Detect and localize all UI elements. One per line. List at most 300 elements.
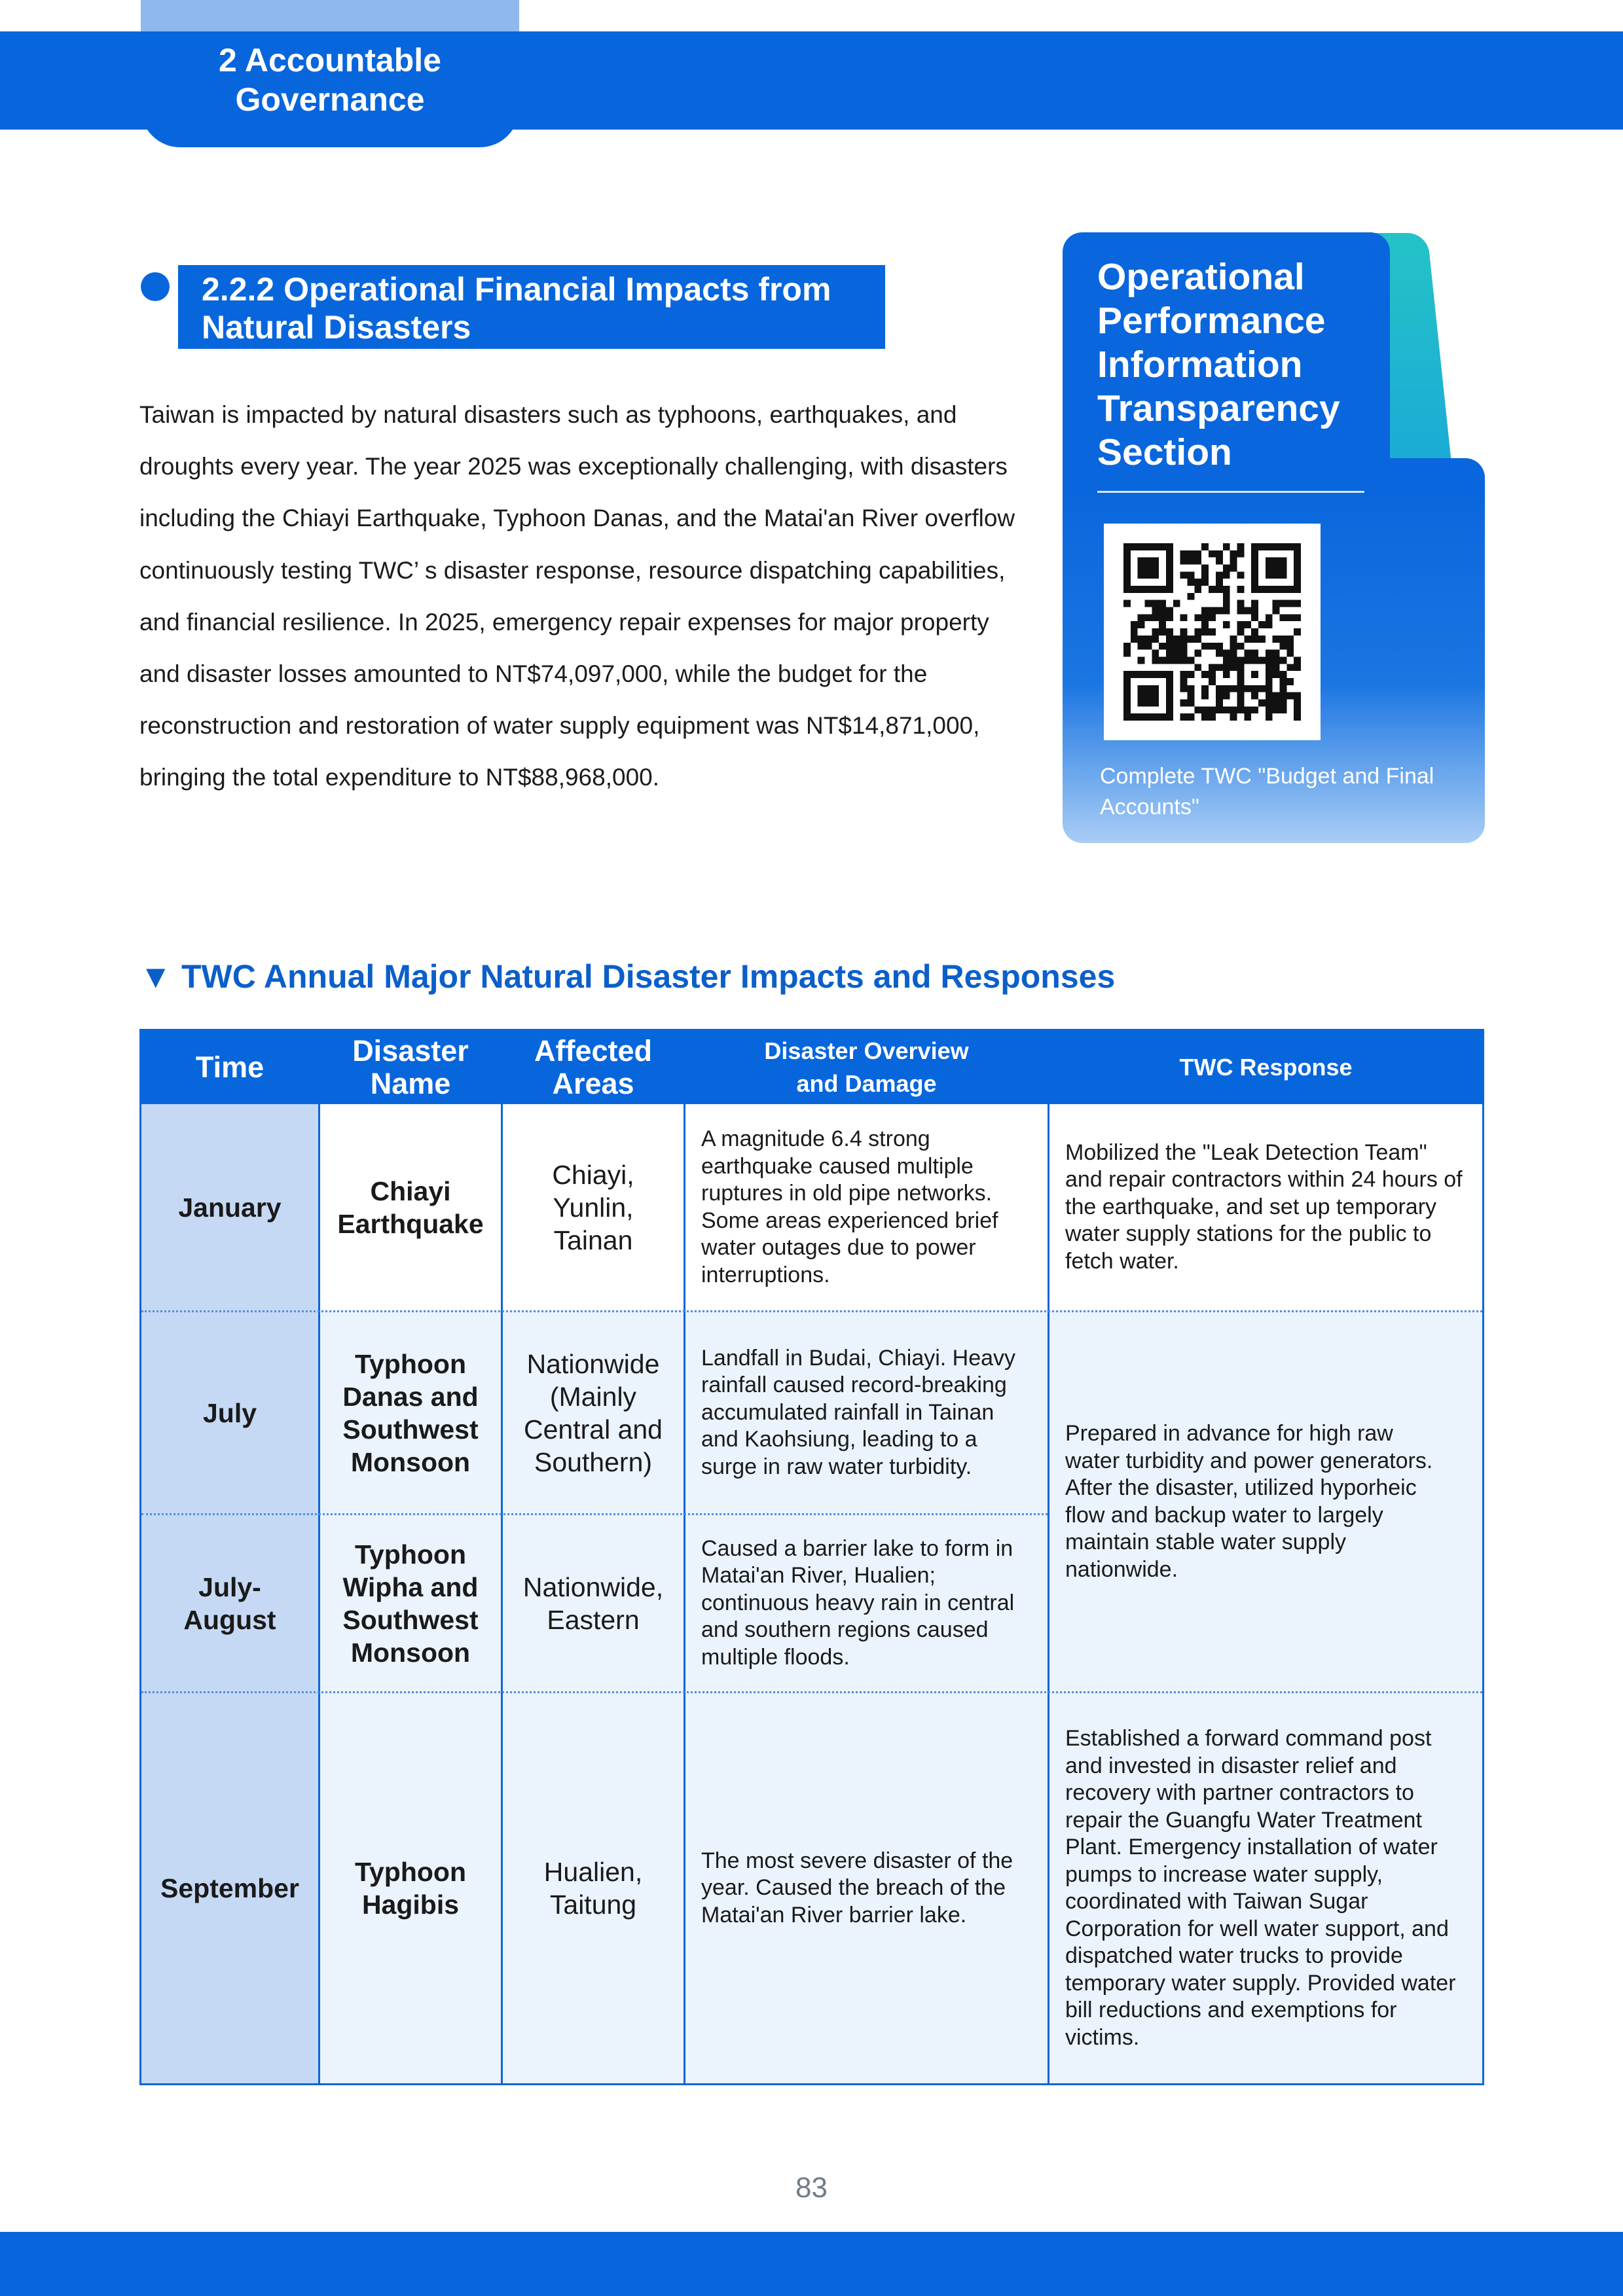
qr-module xyxy=(1201,621,1209,628)
qr-module xyxy=(1273,558,1280,565)
qr-module xyxy=(1201,685,1209,692)
qr-module xyxy=(1138,713,1145,721)
qr-module xyxy=(1180,671,1188,678)
qr-module xyxy=(1138,699,1145,706)
qr-module xyxy=(1152,628,1159,636)
row-overview: Landfall in Budai, Chiayi. Heavy rainfall caused record-breaking accumulated rainfall in Tainan and Kaohsiung, leading to a surge in raw water turbidity. xyxy=(701,1345,1016,1479)
qr-module xyxy=(1273,656,1280,664)
qr-module xyxy=(1159,614,1166,621)
qr-module xyxy=(1258,586,1266,593)
qr-module xyxy=(1180,636,1188,643)
qr-module xyxy=(1294,579,1301,586)
qr-module xyxy=(1194,558,1201,565)
qr-module xyxy=(1123,643,1131,650)
qr-module xyxy=(1216,579,1223,586)
qr-module xyxy=(1230,650,1237,657)
qr-module xyxy=(1166,671,1173,678)
qr-module xyxy=(1251,565,1258,572)
qr-module xyxy=(1251,706,1258,713)
qr-module xyxy=(1145,699,1152,706)
qr-module xyxy=(1244,636,1251,643)
qr-module xyxy=(1266,586,1273,593)
qr-module xyxy=(1294,543,1301,550)
qr-module xyxy=(1152,699,1159,706)
qr-module xyxy=(1188,685,1195,692)
qr-module xyxy=(1188,713,1195,721)
qr-module xyxy=(1152,636,1159,643)
qr-code-icon xyxy=(1123,543,1301,721)
qr-module xyxy=(1279,685,1286,692)
row-time: January xyxy=(178,1192,282,1223)
qr-module xyxy=(1159,586,1166,593)
qr-module xyxy=(1152,600,1159,607)
qr-module xyxy=(1201,543,1209,550)
qr-module xyxy=(1138,558,1145,565)
qr-module xyxy=(1223,571,1230,579)
qr-module xyxy=(1266,706,1273,713)
qr-module xyxy=(1123,671,1131,678)
qr-module xyxy=(1145,558,1152,565)
row-affected-areas: Nationwide, Eastern xyxy=(522,1571,664,1635)
qr-module xyxy=(1251,650,1258,657)
section-heading-line2: Natural Disasters xyxy=(202,309,471,346)
qr-module xyxy=(1251,685,1258,692)
qr-module xyxy=(1216,664,1223,671)
qr-module xyxy=(1201,614,1209,621)
qr-module xyxy=(1244,706,1251,713)
qr-module xyxy=(1266,650,1273,657)
qr-module xyxy=(1152,571,1159,579)
qr-module xyxy=(1294,692,1301,700)
qr-module xyxy=(1188,692,1195,700)
row-response: Prepared in advance for high raw water turbidity and power generators. After the disaster, utilized hyporheic flow and backup water to largely maintain stable water supply nationwide. xyxy=(1065,1421,1433,1582)
qr-module xyxy=(1194,650,1201,657)
qr-module xyxy=(1216,586,1223,593)
qr-module xyxy=(1159,628,1166,636)
qr-module xyxy=(1273,699,1280,706)
qr-module xyxy=(1145,713,1152,721)
qr-module xyxy=(1251,579,1258,586)
qr-module xyxy=(1286,600,1294,607)
row-time: September xyxy=(160,1873,299,1903)
qr-module xyxy=(1180,685,1188,692)
qr-module xyxy=(1159,607,1166,615)
qr-module xyxy=(1131,543,1138,550)
qr-module xyxy=(1244,607,1251,615)
card-caption: Complete TWC "Budget and Final Accounts" xyxy=(1100,764,1434,819)
qr-module xyxy=(1230,565,1237,572)
qr-module xyxy=(1294,614,1301,621)
section-bullet-icon xyxy=(141,272,170,301)
qr-module xyxy=(1266,699,1273,706)
qr-module xyxy=(1166,706,1173,713)
section-heading xyxy=(178,265,885,349)
qr-module xyxy=(1223,621,1230,628)
qr-module xyxy=(1166,656,1173,664)
qr-module xyxy=(1279,692,1286,700)
qr-module xyxy=(1152,656,1159,664)
row-disaster-name: Typhoon Wipha and Southwest Monsoon xyxy=(342,1539,479,1668)
qr-module xyxy=(1273,600,1280,607)
column-header-areas: Affected Areas xyxy=(534,1034,653,1100)
qr-module xyxy=(1201,579,1209,586)
qr-module xyxy=(1188,550,1195,558)
qr-module xyxy=(1294,706,1301,713)
qr-module xyxy=(1180,656,1188,664)
qr-module xyxy=(1152,543,1159,550)
qr-module xyxy=(1173,650,1180,657)
qr-module xyxy=(1251,656,1258,664)
qr-module xyxy=(1145,692,1152,700)
qr-module xyxy=(1279,636,1286,643)
qr-module xyxy=(1194,706,1201,713)
section-heading-line1: 2.2.2 Operational Financial Impacts from xyxy=(202,271,831,308)
qr-module xyxy=(1188,571,1195,579)
qr-module xyxy=(1138,571,1145,579)
qr-module xyxy=(1273,692,1280,700)
qr-module xyxy=(1194,550,1201,558)
qr-module xyxy=(1294,571,1301,579)
qr-module xyxy=(1209,643,1216,650)
qr-module xyxy=(1145,636,1152,643)
column-header-time: Time xyxy=(195,1050,264,1084)
qr-module xyxy=(1286,543,1294,550)
qr-module xyxy=(1188,636,1195,643)
qr-module xyxy=(1145,671,1152,678)
qr-module xyxy=(1216,685,1223,692)
row-overview: A magnitude 6.4 strong earthquake caused multiple ruptures in old pipe networks. Some areas experienced brief water outages due to power interruptions. xyxy=(701,1126,998,1287)
qr-module xyxy=(1201,643,1209,650)
qr-module xyxy=(1237,685,1244,692)
page-number: 83 xyxy=(795,2172,828,2204)
card-title: Operational Performance Information Transparency Section xyxy=(1097,256,1340,473)
row-overview: The most severe disaster of the year. Caused the breach of the Matai'an River barrier lake. xyxy=(701,1848,1013,1928)
qr-module xyxy=(1273,565,1280,572)
qr-module xyxy=(1258,543,1266,550)
qr-module xyxy=(1166,643,1173,650)
qr-module xyxy=(1159,600,1166,607)
qr-code[interactable] xyxy=(1104,524,1321,740)
qr-module xyxy=(1237,607,1244,615)
qr-module xyxy=(1180,628,1188,636)
qr-module xyxy=(1123,586,1131,593)
qr-module xyxy=(1216,550,1223,558)
qr-module xyxy=(1159,713,1166,721)
qr-module xyxy=(1279,671,1286,678)
table-heading xyxy=(139,956,1252,997)
qr-module xyxy=(1201,628,1209,636)
qr-module xyxy=(1251,692,1258,700)
qr-module xyxy=(1266,543,1273,550)
qr-module xyxy=(1279,558,1286,565)
qr-module xyxy=(1180,713,1188,721)
qr-module xyxy=(1273,543,1280,550)
qr-module xyxy=(1294,699,1301,706)
qr-module xyxy=(1180,558,1188,565)
qr-module xyxy=(1123,685,1131,692)
qr-module xyxy=(1180,650,1188,657)
qr-module xyxy=(1223,706,1230,713)
qr-module xyxy=(1173,643,1180,650)
qr-module xyxy=(1237,543,1244,550)
qr-module xyxy=(1216,650,1223,657)
qr-module xyxy=(1237,600,1244,607)
row-disaster-name: Chiayi Earthquake xyxy=(337,1175,484,1239)
qr-module xyxy=(1138,614,1145,621)
qr-module xyxy=(1223,671,1230,678)
qr-module xyxy=(1230,706,1237,713)
qr-module xyxy=(1209,614,1216,621)
qr-module xyxy=(1131,586,1138,593)
qr-module xyxy=(1237,678,1244,685)
qr-module xyxy=(1166,628,1173,636)
row-time: July xyxy=(202,1397,257,1428)
qr-module xyxy=(1201,671,1209,678)
qr-module xyxy=(1138,656,1145,664)
qr-module xyxy=(1123,571,1131,579)
qr-module xyxy=(1266,558,1273,565)
footer-band xyxy=(0,2232,1623,2296)
qr-module xyxy=(1237,656,1244,664)
row-affected-areas: Nationwide (Mainly Central and Southern) xyxy=(524,1348,663,1477)
qr-module xyxy=(1258,699,1266,706)
qr-module xyxy=(1286,692,1294,700)
qr-module xyxy=(1131,621,1138,628)
table-heading-text: TWC Annual Major Natural Disaster Impacts and Responses xyxy=(181,958,1116,995)
qr-module xyxy=(1180,699,1188,706)
qr-module xyxy=(1145,614,1152,621)
qr-module xyxy=(1273,586,1280,593)
qr-module xyxy=(1279,706,1286,713)
qr-module xyxy=(1166,571,1173,579)
qr-module xyxy=(1294,713,1301,721)
qr-module xyxy=(1173,656,1180,664)
qr-module xyxy=(1273,671,1280,678)
qr-module xyxy=(1237,699,1244,706)
disaster-table xyxy=(139,1029,1484,2085)
qr-module xyxy=(1180,643,1188,650)
qr-module xyxy=(1266,671,1273,678)
qr-module xyxy=(1266,713,1273,721)
qr-module xyxy=(1159,656,1166,664)
qr-module xyxy=(1166,713,1173,721)
row-affected-areas: Hualien, Taitung xyxy=(543,1857,643,1920)
row-disaster-name: Typhoon Danas and Southwest Monsoon xyxy=(342,1348,479,1477)
qr-module xyxy=(1216,558,1223,565)
qr-module xyxy=(1237,706,1244,713)
qr-module xyxy=(1159,543,1166,550)
qr-module xyxy=(1223,586,1230,593)
qr-module xyxy=(1145,685,1152,692)
qr-module xyxy=(1123,600,1131,607)
qr-module xyxy=(1180,678,1188,685)
section-body: Taiwan is impacted by natural disasters such as typhoons, earthquakes, and droughts every year. The year 2025 was exceptionally challenging, with disasters including the Chiayi Earthquake, Typhoon Danas, and the Matai'an River overflow continuously testing TWC’ s disaster response, resource dispatching capabilities, and financial resilience. In 2025, emergency repair expenses for major property and disaster losses amounted to NT$74,097,000, while the budget for the reconstruction and restoration of water supply equipment was NT$14,871,000, bringing the total expenditure to NT$88,968,000. xyxy=(139,401,1015,791)
qr-module xyxy=(1201,713,1209,721)
qr-module xyxy=(1258,656,1266,664)
qr-module xyxy=(1180,614,1188,621)
qr-module xyxy=(1251,628,1258,636)
qr-module xyxy=(1266,664,1273,671)
qr-module xyxy=(1266,656,1273,664)
qr-module xyxy=(1166,543,1173,550)
qr-module xyxy=(1201,692,1209,700)
qr-module xyxy=(1244,656,1251,664)
qr-module xyxy=(1216,706,1223,713)
qr-module xyxy=(1145,600,1152,607)
qr-module xyxy=(1223,692,1230,700)
qr-module xyxy=(1166,678,1173,685)
qr-module xyxy=(1223,656,1230,664)
qr-module xyxy=(1194,614,1201,621)
qr-module xyxy=(1294,565,1301,572)
qr-module xyxy=(1223,650,1230,657)
qr-module xyxy=(1123,565,1131,572)
qr-module xyxy=(1286,643,1294,650)
qr-module xyxy=(1230,643,1237,650)
qr-module xyxy=(1180,571,1188,579)
qr-module xyxy=(1194,586,1201,593)
qr-module xyxy=(1123,713,1131,721)
qr-module xyxy=(1237,621,1244,628)
qr-module xyxy=(1244,650,1251,657)
qr-module xyxy=(1266,614,1273,621)
qr-module xyxy=(1145,543,1152,550)
qr-module xyxy=(1273,636,1280,643)
qr-module xyxy=(1145,586,1152,593)
qr-module xyxy=(1279,586,1286,593)
qr-module xyxy=(1286,586,1294,593)
qr-module xyxy=(1294,550,1301,558)
chapter-title: 2 Accountable Governance xyxy=(219,42,441,118)
qr-module xyxy=(1152,650,1159,657)
chapter-tab xyxy=(141,0,519,147)
qr-module xyxy=(1230,558,1237,565)
triangle-down-icon: ▼ xyxy=(139,958,172,995)
qr-module xyxy=(1138,643,1145,650)
qr-module xyxy=(1286,664,1294,671)
qr-module xyxy=(1201,571,1209,579)
qr-module xyxy=(1223,543,1230,550)
qr-module xyxy=(1152,614,1159,621)
qr-module xyxy=(1152,671,1159,678)
qr-module xyxy=(1230,636,1237,643)
qr-module xyxy=(1279,699,1286,706)
qr-module xyxy=(1166,579,1173,586)
qr-module xyxy=(1194,628,1201,636)
qr-module xyxy=(1180,550,1188,558)
qr-module xyxy=(1194,579,1201,586)
qr-module xyxy=(1166,699,1173,706)
qr-module xyxy=(1166,614,1173,621)
qr-module xyxy=(1251,550,1258,558)
qr-module xyxy=(1286,650,1294,657)
qr-module xyxy=(1237,571,1244,579)
qr-module xyxy=(1201,607,1209,615)
qr-module xyxy=(1251,607,1258,615)
qr-module xyxy=(1145,565,1152,572)
qr-module xyxy=(1230,713,1237,721)
qr-module xyxy=(1273,664,1280,671)
qr-module xyxy=(1258,685,1266,692)
qr-module xyxy=(1294,600,1301,607)
qr-module xyxy=(1131,628,1138,636)
qr-module xyxy=(1152,607,1159,615)
qr-module xyxy=(1131,671,1138,678)
row-overview: Caused a barrier lake to form in Matai'an River, Hualien; continuous heavy rain in central and southern regions caused multiple floods. xyxy=(701,1535,1015,1670)
qr-module xyxy=(1251,571,1258,579)
qr-module xyxy=(1216,643,1223,650)
qr-module xyxy=(1159,621,1166,628)
column-header-response: TWC Response xyxy=(1179,1054,1353,1081)
qr-module xyxy=(1237,550,1244,558)
qr-module xyxy=(1294,656,1301,664)
qr-module xyxy=(1216,607,1223,615)
qr-module xyxy=(1251,636,1258,643)
qr-module xyxy=(1279,543,1286,550)
column-header-name: Disaster Name xyxy=(352,1034,469,1100)
qr-module xyxy=(1138,671,1145,678)
qr-module xyxy=(1223,685,1230,692)
qr-module xyxy=(1123,699,1131,706)
chapter-tab-highlight xyxy=(141,0,519,31)
qr-module xyxy=(1237,643,1244,650)
qr-module xyxy=(1237,664,1244,671)
row-response: Mobilized the "Leak Detection Team" and repair contractors within 24 hours of the earthquake, and set up temporary water supply stations for the public to fetch water. xyxy=(1065,1139,1463,1274)
qr-module xyxy=(1294,558,1301,565)
qr-module xyxy=(1237,586,1244,593)
qr-module xyxy=(1138,636,1145,643)
qr-module xyxy=(1166,550,1173,558)
qr-module xyxy=(1166,650,1173,657)
qr-module xyxy=(1251,543,1258,550)
qr-module xyxy=(1138,692,1145,700)
qr-module xyxy=(1123,550,1131,558)
qr-module xyxy=(1159,643,1166,650)
qr-module xyxy=(1273,571,1280,579)
qr-module xyxy=(1294,628,1301,636)
qr-module xyxy=(1123,706,1131,713)
qr-module xyxy=(1279,571,1286,579)
qr-module xyxy=(1230,685,1237,692)
qr-module xyxy=(1273,607,1280,615)
qr-module xyxy=(1258,636,1266,643)
qr-module xyxy=(1194,636,1201,643)
row-time: July-August xyxy=(183,1571,276,1635)
qr-module xyxy=(1279,614,1286,621)
qr-module xyxy=(1131,636,1138,643)
qr-module xyxy=(1209,586,1216,593)
qr-module xyxy=(1145,571,1152,579)
qr-module xyxy=(1138,621,1145,628)
qr-module xyxy=(1216,692,1223,700)
qr-module xyxy=(1152,713,1159,721)
qr-module xyxy=(1188,593,1195,600)
qr-module xyxy=(1266,621,1273,628)
qr-module xyxy=(1159,671,1166,678)
qr-module xyxy=(1279,565,1286,572)
qr-module xyxy=(1123,692,1131,700)
qr-module xyxy=(1266,685,1273,692)
qr-module xyxy=(1152,558,1159,565)
qr-module xyxy=(1166,565,1173,572)
qr-module xyxy=(1237,628,1244,636)
qr-module xyxy=(1279,643,1286,650)
qr-module xyxy=(1237,692,1244,700)
qr-module xyxy=(1166,558,1173,565)
qr-module xyxy=(1188,671,1195,678)
qr-module xyxy=(1209,628,1216,636)
column-header-overview: Disaster Overview and Damage xyxy=(764,1037,969,1097)
